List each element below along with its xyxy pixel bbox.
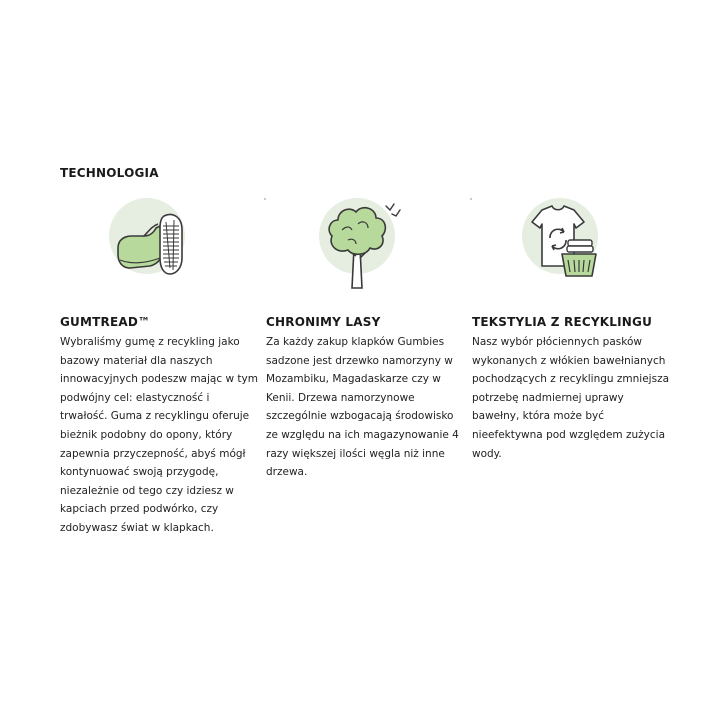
slipper-sole-icon [100, 196, 200, 296]
feature-gumtread [60, 196, 260, 538]
feature-description: Wybraliśmy gumę z recykling jako bazowy materiał dla naszych innowacyjnych podeszw mając w tym podwójny cel: elastyczność i trwałość. Guma z recyklingu oferuje bieżnik podobny do opony, który zapewnia przyczepność, abyś mógł kontynuować swoją przygodę, niezależnie od tego czy idziesz w kapciach przed podwórko, czy zdobywasz świat w klapkach. [60, 336, 258, 534]
section-title: TECHNOLOGIA [60, 166, 159, 180]
feature-description: Nasz wybór płóciennych pasków wykonanych z włókien bawełnianych pochodzących z recyklingu zmniejsza potrzebę nadmiernej uprawy bawełny, która może być nieefektywna pod względem zużycia wody. [472, 336, 670, 460]
feature-recycled-textiles [472, 196, 672, 463]
feature-icon-wrap [266, 196, 466, 296]
feature-title: GUMTREAD™ [60, 315, 151, 329]
feature-title: TEKSTYLIA Z RECYKLINGU [472, 315, 653, 329]
feature-icon-wrap [60, 196, 260, 296]
recycled-textile-icon [512, 196, 612, 296]
tree-icon [312, 196, 412, 296]
feature-forests [266, 196, 466, 482]
feature-icon-wrap [472, 196, 672, 296]
feature-description: Za każdy zakup klapków Gumbies sadzone jest drzewko namorzyny w Mozambiku, Magadaskarze czy w Kenii. Drzewa namorzynowe szczególnie wzbogacają środowisko ze względu na ich magazynowanie 4 razy większej ilości węgla niż inne drzewa. [266, 336, 459, 479]
feature-title: CHRONIMY LASY [266, 315, 381, 329]
